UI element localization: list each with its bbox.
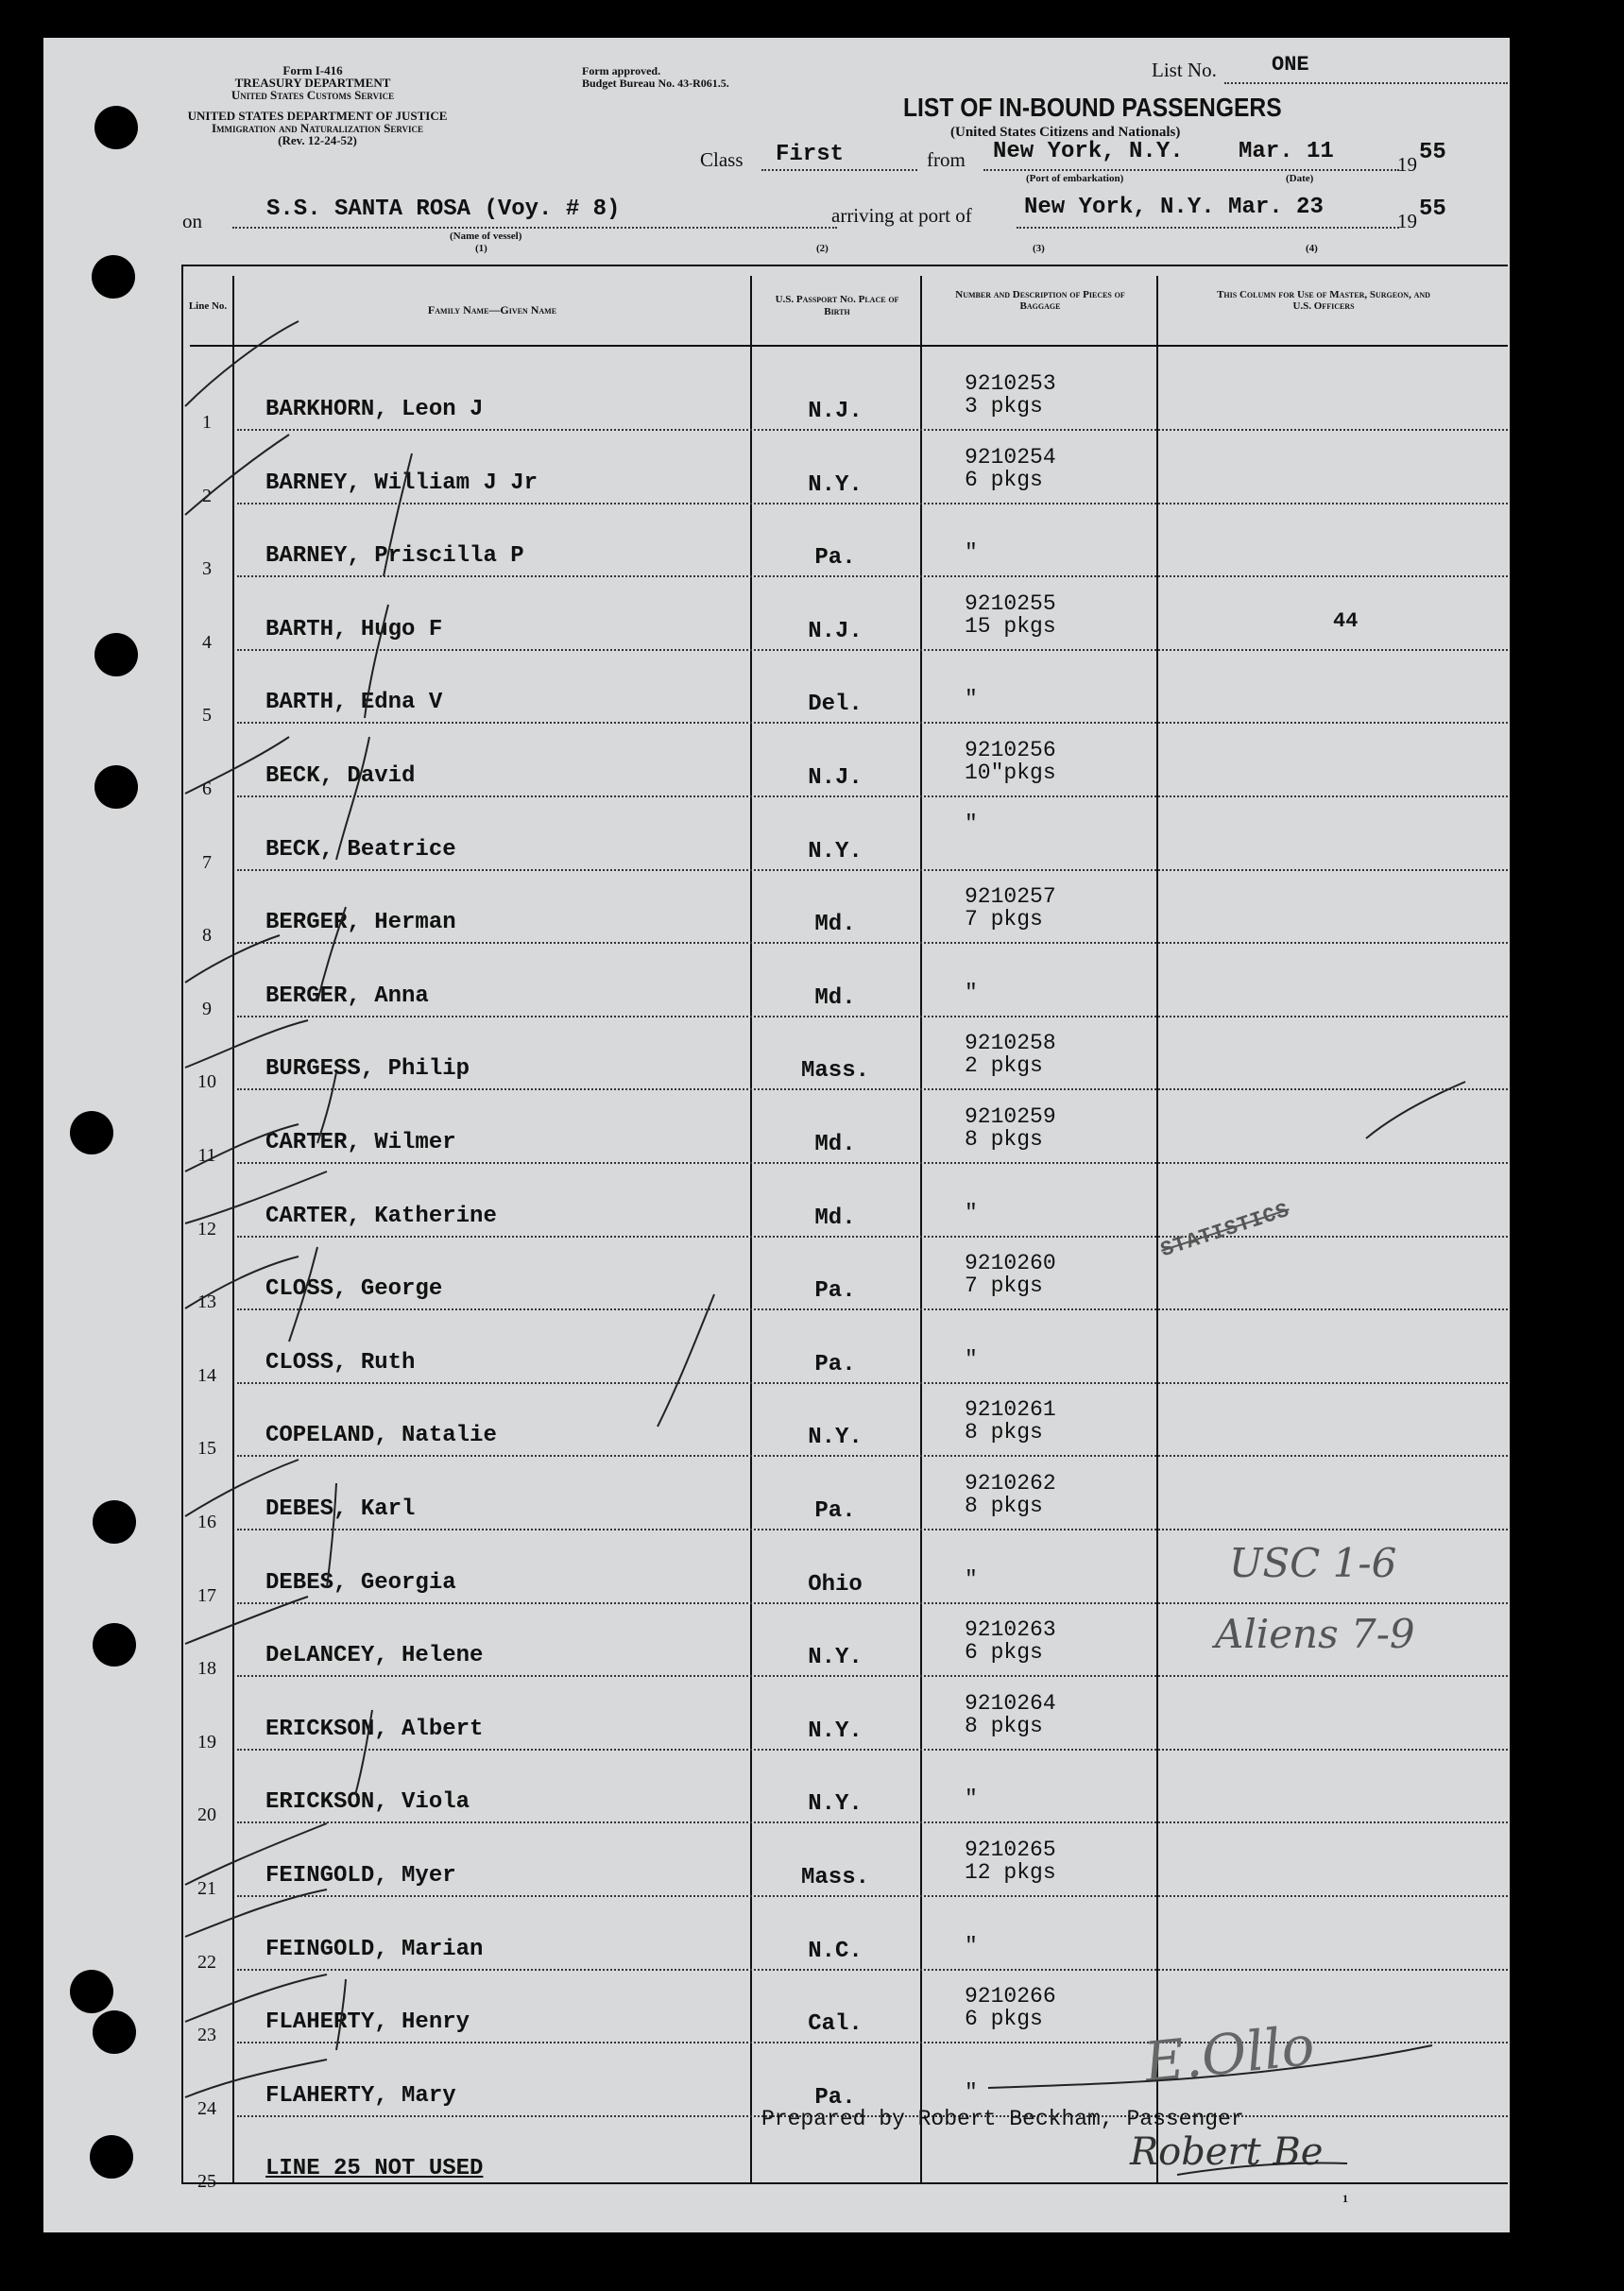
- line-number: 8: [202, 925, 212, 947]
- baggage-pieces: 7 pkgs: [965, 1274, 1043, 1299]
- passenger-name: BARNEY, William J Jr: [265, 470, 538, 496]
- baggage-number: ": [965, 811, 978, 836]
- on-label: on: [182, 210, 202, 232]
- passenger-name: BARKHORN, Leon J: [265, 397, 484, 422]
- baggage-pieces: ": [965, 2079, 978, 2105]
- line-number: 3: [202, 558, 212, 580]
- binder-hole: [92, 255, 135, 299]
- from-port: New York, N.Y.: [993, 139, 1184, 164]
- line-number: 20: [197, 1804, 216, 1826]
- form-number: Form I-416: [282, 63, 343, 77]
- baggage-pieces: 15 pkgs: [965, 613, 1056, 639]
- baggage-number: 9210262: [965, 1471, 1056, 1496]
- col-header-name: Family Name—Given Name: [427, 303, 557, 316]
- vessel-caption: (Name of vessel): [450, 231, 522, 242]
- arrival-year-prefix: 19: [1397, 210, 1417, 232]
- passenger-name: FLAHERTY, Mary: [265, 2082, 456, 2109]
- line-number: 7: [202, 851, 212, 873]
- baggage-number: 9210260: [965, 1251, 1056, 1276]
- binder-hole: [70, 1111, 113, 1154]
- arriving-label: arriving at port of: [831, 204, 972, 227]
- line-number: 22: [197, 1951, 216, 1973]
- line-number: 23: [197, 2025, 216, 2046]
- col-marker-1: (1): [475, 243, 487, 254]
- line-number: 9: [202, 998, 212, 1019]
- class-value: First: [776, 142, 845, 167]
- line-number: 5: [202, 705, 212, 727]
- passenger-name: DeLANCEY, Helene: [265, 1643, 484, 1669]
- place-of-birth: Pa.: [814, 2084, 856, 2111]
- line-number: 11: [197, 1145, 216, 1166]
- line-number: 16: [197, 1512, 216, 1532]
- baggage-pieces: 3 pkgs: [965, 394, 1043, 419]
- baggage-pieces: ": [965, 687, 978, 712]
- vessel-name: S.S. SANTA ROSA (Voy. # 8): [266, 197, 621, 222]
- place-of-birth: N.Y.: [808, 1425, 863, 1451]
- line-number: 24: [197, 2097, 216, 2119]
- from-year-prefix: 19: [1397, 153, 1417, 176]
- passenger-name: FLAHERTY, Henry: [265, 2009, 470, 2036]
- budget-bureau: Budget Bureau No. 43-R061.5.: [582, 77, 729, 90]
- line-number: 10: [197, 1071, 216, 1093]
- baggage-pieces: 6 pkgs: [965, 1640, 1043, 1666]
- place-of-birth: Md.: [814, 912, 856, 938]
- place-of-birth: N.J.: [808, 765, 863, 791]
- passenger-name: BURGESS, Philip: [265, 1056, 470, 1083]
- from-year: 55: [1419, 140, 1446, 165]
- baggage-pieces: ": [965, 540, 978, 566]
- passenger-name: LINE 25 NOT USED: [265, 2156, 484, 2182]
- passenger-name: BARNEY, Priscilla P: [265, 543, 524, 570]
- place-of-birth: N.Y.: [808, 471, 863, 498]
- line-number: 2: [202, 485, 212, 506]
- place-of-birth: N.Y.: [808, 1791, 863, 1818]
- passenger-name: ERICKSON, Viola: [265, 1789, 470, 1816]
- line-number: 19: [197, 1731, 216, 1752]
- place-of-birth: Mass.: [800, 1865, 869, 1890]
- baggage-number: 9210261: [965, 1397, 1056, 1423]
- place-of-birth: Pa.: [814, 1498, 856, 1524]
- passenger-name: CLOSS, Ruth: [265, 1349, 416, 1376]
- statistics-stamp: STATISTICS: [1157, 1198, 1293, 1263]
- passenger-name: BARTH, Hugo F: [265, 616, 443, 642]
- class-label: Class: [700, 148, 744, 171]
- place-of-birth: Cal.: [808, 2011, 863, 2038]
- from-label: from: [927, 148, 966, 171]
- baggage-number: 9210257: [965, 884, 1056, 910]
- line-number: 25: [197, 2171, 216, 2193]
- place-of-birth: Del.: [808, 692, 863, 718]
- baggage-number: 9210265: [965, 1838, 1056, 1862]
- passenger-name: ERICKSON, Albert: [265, 1716, 484, 1742]
- handwritten-initials: E.Ollo: [1140, 2012, 1318, 2095]
- baggage-number: 9210255: [965, 590, 1056, 616]
- baggage-pieces: 8 pkgs: [965, 1713, 1043, 1738]
- date-caption: (Date): [1286, 173, 1314, 184]
- manifest-page: [43, 38, 1510, 2232]
- baggage-number: 9210264: [965, 1690, 1056, 1716]
- binder-hole: [94, 106, 138, 149]
- baggage-pieces: 10"pkgs: [965, 761, 1056, 785]
- binder-hole: [93, 1500, 136, 1544]
- binder-hole: [94, 765, 138, 809]
- list-no-label: List No.: [1152, 59, 1217, 81]
- ins: Immigration and Naturalization Service: [211, 121, 424, 135]
- place-of-birth: Md.: [814, 1205, 856, 1231]
- baggage-pieces: 12 pkgs: [965, 1860, 1056, 1885]
- binder-hole: [93, 1623, 136, 1667]
- baggage-pieces: 6 pkgs: [965, 467, 1043, 492]
- customs-service: United States Customs Service: [231, 88, 395, 102]
- binder-hole: [94, 633, 138, 676]
- doj: UNITED STATES DEPARTMENT OF JUSTICE: [187, 109, 448, 123]
- baggage-pieces: 8 pkgs: [965, 1420, 1043, 1445]
- passenger-name: FEINGOLD, Myer: [265, 1863, 456, 1889]
- baggage-number: 9210263: [965, 1617, 1056, 1643]
- line-number: 1: [202, 412, 212, 433]
- col-header-line-no: Line No.: [188, 300, 228, 312]
- baggage-pieces: 8 pkgs: [965, 1127, 1043, 1152]
- passenger-name: DEBES, Georgia: [265, 1569, 456, 1596]
- place-of-birth: Pa.: [814, 1278, 856, 1305]
- prepared-by: Prepared by Robert Beckham, Passenger: [761, 2107, 1244, 2131]
- arrival-port-date: New York, N.Y. Mar. 23: [1024, 195, 1324, 220]
- passenger-name: DEBES, Karl: [265, 1496, 416, 1522]
- baggage-pieces: ": [965, 1346, 978, 1372]
- baggage-pieces: 6 pkgs: [965, 2007, 1043, 2032]
- line-number: 4: [202, 631, 212, 653]
- baggage-number: 9210266: [965, 1984, 1056, 2009]
- passenger-name: BARTH, Edna V: [265, 690, 443, 716]
- place-of-birth: N.J.: [808, 618, 863, 644]
- check-marks: [43, 38, 1510, 2232]
- col-marker-3: (3): [1033, 243, 1045, 254]
- place-of-birth: N.C.: [808, 1938, 863, 1964]
- col-marker-4: (4): [1306, 243, 1318, 254]
- col-header-officers: This Column for Use of Master, Surgeon, and U.S. Officers: [1217, 289, 1430, 312]
- col-header-baggage: Number and Description of Pieces of Baggage: [955, 289, 1125, 312]
- baggage-number: 9210258: [965, 1031, 1056, 1056]
- baggage-pieces: 2 pkgs: [965, 1053, 1043, 1079]
- line-number: 17: [197, 1584, 216, 1606]
- place-of-birth: N.Y.: [808, 838, 863, 864]
- passenger-name: BECK, Beatrice: [265, 836, 456, 863]
- passenger-name: BERGER, Herman: [265, 910, 456, 936]
- treasury-department: TREASURY DEPARTMENT: [234, 76, 391, 90]
- form-approved: Form approved.: [582, 64, 661, 77]
- place-of-birth: Md.: [814, 984, 856, 1011]
- baggage-number: 9210256: [965, 738, 1056, 762]
- passenger-signature: Robert Be: [1130, 2130, 1324, 2174]
- baggage-pieces: ": [965, 1200, 978, 1225]
- line-number: 18: [197, 1658, 216, 1680]
- baggage-number: 9210259: [965, 1104, 1056, 1129]
- col-header-passport: U.S. Passport No. Place of Birth: [775, 294, 899, 317]
- passenger-name: FEINGOLD, Marian: [265, 1936, 484, 1962]
- line-number: 15: [197, 1438, 216, 1460]
- col-marker-2: (2): [816, 243, 829, 254]
- place-of-birth: Mass.: [800, 1058, 869, 1085]
- baggage-pieces: 7 pkgs: [965, 907, 1043, 932]
- binder-hole: [93, 2010, 136, 2054]
- officer-mark: 44: [1333, 609, 1359, 633]
- place-of-birth: N.Y.: [808, 1718, 863, 1744]
- place-of-birth: Ohio: [808, 1571, 863, 1598]
- page-title: LIST OF IN-BOUND PASSENGERS: [903, 93, 1282, 122]
- baggage-number: 9210253: [965, 371, 1056, 396]
- line-number: 13: [197, 1291, 216, 1313]
- binder-hole: [90, 2135, 133, 2179]
- arrival-year: 55: [1419, 197, 1446, 222]
- page-subtitle: (United States Citizens and Nationals): [950, 125, 1181, 140]
- passenger-name: COPELAND, Natalie: [265, 1423, 497, 1449]
- place-of-birth: Pa.: [814, 1351, 856, 1377]
- handwritten-usc: USC 1-6: [1229, 1540, 1397, 1586]
- baggage-pieces: ": [965, 1787, 978, 1812]
- port-embark-caption: (Port of embarkation): [1026, 173, 1124, 184]
- passenger-name: BECK, David: [265, 763, 416, 789]
- line-number: 6: [202, 778, 212, 799]
- passenger-name: CARTER, Wilmer: [265, 1130, 456, 1155]
- binder-hole: [70, 1970, 113, 2013]
- baggage-pieces: 8 pkgs: [965, 1494, 1043, 1518]
- baggage-pieces: ": [965, 1933, 978, 1958]
- passenger-name: CARTER, Katherine: [265, 1203, 497, 1229]
- baggage-number: 9210254: [965, 444, 1056, 470]
- place-of-birth: Pa.: [814, 545, 856, 572]
- place-of-birth: N.J.: [808, 399, 863, 424]
- handwritten-aliens: Aliens 7-9: [1215, 1611, 1415, 1657]
- place-of-birth: N.Y.: [808, 1645, 863, 1671]
- from-date: Mar. 11: [1239, 139, 1334, 164]
- page-mark: 1: [1342, 2192, 1348, 2205]
- passenger-name: CLOSS, George: [265, 1276, 443, 1303]
- place-of-birth: Md.: [814, 1132, 856, 1157]
- list-no-value: ONE: [1272, 53, 1309, 77]
- line-number: 14: [197, 1364, 216, 1386]
- line-number: 21: [197, 1878, 216, 1899]
- passenger-name: BERGER, Anna: [265, 983, 429, 1009]
- rev-date: (Rev. 12-24-52): [278, 133, 357, 147]
- baggage-pieces: ": [965, 980, 978, 1005]
- baggage-pieces: ": [965, 1566, 978, 1592]
- line-number: 12: [197, 1218, 216, 1240]
